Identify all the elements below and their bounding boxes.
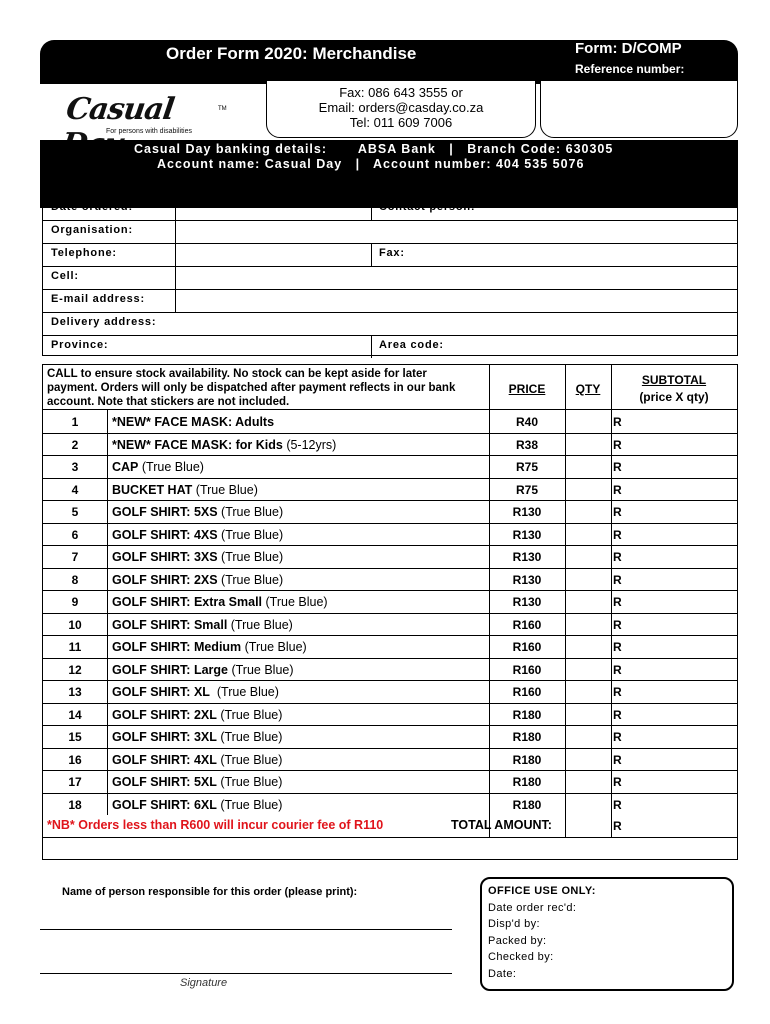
product-description	[112, 595, 328, 609]
row-divider	[43, 590, 737, 591]
product-name: *NEW* FACE MASK: Adults	[112, 415, 275, 429]
subtotal-currency[interactable]: R	[613, 775, 622, 789]
subtotal-currency[interactable]: R	[613, 437, 622, 452]
product-description	[112, 775, 282, 789]
row-divider	[43, 703, 737, 704]
office-dispatched-by: Disp'd by:	[488, 918, 540, 930]
subtotal-currency[interactable]: R	[613, 617, 622, 632]
qty-input[interactable]	[566, 546, 610, 569]
subtotal-currency[interactable]: R	[613, 797, 622, 812]
stock-notice: CALL to ensure stock availability. No stock can be kept aside for later payment. Orders will only be dispatched after payment reflects in our bank account. Note that stickers are not included.	[47, 368, 456, 408]
row-divider	[43, 725, 737, 726]
product-description	[112, 663, 294, 677]
product-variant: (True Blue)	[217, 527, 284, 542]
cell-label: Cell:	[51, 270, 79, 282]
subtotal-currency[interactable]: R	[613, 460, 622, 474]
row-number: 15	[68, 730, 82, 744]
product-description	[112, 798, 282, 812]
product-price: R130	[512, 527, 542, 542]
subtotal-currency[interactable]: R	[613, 505, 622, 519]
product-variant: (True Blue)	[217, 572, 284, 587]
product-variant: (True Blue)	[227, 662, 294, 677]
row-divider	[43, 635, 737, 636]
qty-input[interactable]	[566, 524, 610, 547]
product-variant: (True Blue)	[217, 505, 284, 519]
row-number: 9	[71, 595, 79, 609]
row-divider	[43, 568, 737, 569]
subtotal-currency[interactable]: R	[613, 640, 622, 654]
qty-input[interactable]	[566, 614, 610, 637]
subtotal-currency[interactable]: R	[613, 550, 622, 564]
subtotal-currency[interactable]: R	[613, 730, 622, 744]
banking-line-1: Casual Day banking details: ABSA Bank | Branch Code: 630305	[134, 142, 614, 156]
subtotal-note: (price X qty)	[639, 390, 709, 404]
province-label: Province:	[51, 339, 109, 351]
qty-input[interactable]	[566, 704, 610, 727]
subtotal-header: SUBTOTAL	[641, 373, 707, 387]
row-divider	[43, 658, 737, 659]
row-number: 10	[68, 617, 82, 632]
product-variant: (True Blue)	[209, 685, 279, 699]
signature-caption: Signature	[180, 977, 228, 989]
product-name: GOLF SHIRT: Extra Small	[112, 595, 263, 609]
product-description	[112, 505, 283, 519]
product-name: GOLF SHIRT: 4XS	[112, 527, 218, 542]
row-number: 17	[68, 775, 82, 789]
product-description	[112, 730, 282, 744]
product-name: GOLF SHIRT: 2XS	[112, 572, 218, 587]
subtotal-currency[interactable]: R	[613, 572, 622, 587]
office-packed-by: Packed by:	[488, 934, 547, 947]
product-description	[112, 708, 282, 722]
product-variant: (True Blue)	[216, 797, 283, 812]
fax-label: Fax:	[379, 247, 405, 259]
logo-tagline: For persons with disabilities	[106, 128, 192, 135]
qty-input[interactable]	[566, 591, 610, 614]
product-price: R38	[515, 437, 538, 452]
date-ordered-label: Date ordered:	[51, 201, 133, 213]
product-description	[112, 460, 204, 474]
qty-input[interactable]	[566, 681, 610, 704]
row-number: 18	[68, 797, 82, 812]
product-price: R160	[512, 617, 542, 632]
product-description	[112, 438, 336, 452]
qty-input[interactable]	[566, 501, 610, 524]
courier-fee-note: *NB* Orders less than R600 will incur courier fee of R110	[47, 818, 384, 832]
product-price: R130	[512, 595, 542, 609]
qty-input[interactable]	[566, 726, 610, 749]
logo-wordmark: Casual	[64, 92, 176, 127]
row-email	[43, 289, 737, 313]
product-name: GOLF SHIRT: XL	[112, 685, 210, 699]
product-name: GOLF SHIRT: 3XL	[112, 730, 217, 744]
product-variant: (True Blue)	[262, 595, 328, 609]
product-price: R40	[515, 415, 538, 429]
subtotal-currency[interactable]: R	[613, 752, 622, 767]
qty-input[interactable]	[566, 434, 610, 457]
product-variant: (True Blue)	[192, 482, 258, 497]
product-description	[112, 550, 283, 564]
product-description	[112, 640, 307, 654]
product-variant: (True Blue)	[217, 550, 284, 564]
product-price: R160	[512, 640, 542, 654]
product-description	[112, 753, 282, 767]
order-email: Email: orders@casday.co.za	[318, 100, 484, 115]
subtotal-currency[interactable]: R	[613, 707, 622, 722]
product-name: GOLF SHIRT: Small	[112, 617, 228, 632]
product-variant: (5-12yrs)	[282, 437, 337, 452]
row-telephone-fax	[43, 243, 737, 267]
product-variant: (True Blue)	[216, 775, 283, 789]
qty-input[interactable]	[566, 636, 610, 659]
office-use-title: OFFICE USE ONLY:	[488, 885, 596, 897]
total-amount-label: TOTAL AMOUNT:	[451, 818, 552, 832]
product-price: R130	[512, 550, 542, 564]
product-description	[112, 528, 283, 542]
row-number: 14	[68, 707, 82, 722]
products-table	[42, 364, 738, 860]
name-line[interactable]	[40, 929, 452, 930]
qty-header: QTY	[575, 382, 601, 396]
contact-info-box	[266, 80, 536, 138]
row-number: 12	[68, 662, 82, 677]
product-name: GOLF SHIRT: Large	[112, 662, 228, 677]
product-name: GOLF SHIRT: 5XL	[112, 775, 217, 789]
row-divider	[43, 523, 737, 524]
product-price: R180	[512, 797, 542, 812]
row-divider	[43, 770, 737, 771]
office-date-received: Date order rec'd:	[488, 901, 577, 914]
office-checked-by: Checked by:	[488, 951, 554, 963]
product-price: R160	[512, 662, 542, 677]
product-variant: (True Blue)	[216, 730, 283, 744]
product-name: GOLF SHIRT: Medium	[112, 640, 242, 654]
contact-person-label: Contact person:	[379, 201, 476, 213]
form-title: Order Form 2020: Merchandise	[166, 44, 417, 63]
subtotal-currency[interactable]: R	[613, 482, 622, 497]
row-delivery	[43, 312, 737, 336]
product-variant: (True Blue)	[227, 617, 293, 632]
banking-line-2: Account name: Casual Day | Account number: 404 535 5076	[157, 157, 585, 171]
subtotal-currency[interactable]: R	[613, 685, 622, 699]
product-price: R130	[512, 505, 542, 519]
product-name: *NEW* FACE MASK: for Kids	[112, 437, 283, 452]
row-number: 6	[71, 527, 79, 542]
row-number: 8	[71, 572, 79, 587]
row-divider	[43, 433, 737, 434]
product-price: R75	[515, 460, 538, 474]
product-price: R180	[512, 752, 542, 767]
row-divider	[43, 545, 737, 546]
qty-input[interactable]	[566, 794, 610, 817]
row-cell	[43, 266, 737, 290]
row-date-contact	[43, 197, 737, 221]
telephone-label: Telephone:	[51, 247, 117, 259]
row-number: 16	[68, 752, 82, 767]
row-number: 3	[71, 460, 79, 474]
customer-details	[42, 196, 738, 356]
product-variant: (True Blue)	[216, 752, 283, 767]
email-label: E-mail address:	[51, 293, 145, 305]
qty-input[interactable]	[566, 659, 610, 682]
price-header: PRICE	[508, 382, 546, 396]
product-price: R180	[512, 730, 542, 744]
product-description	[112, 483, 258, 497]
row-province-area	[43, 335, 737, 358]
casual-day-logo	[58, 92, 238, 138]
total-amount-currency[interactable]: R	[613, 819, 622, 833]
row-divider	[43, 455, 737, 456]
office-date: Date:	[488, 967, 517, 980]
row-number: 1	[71, 415, 79, 429]
delivery-address-label: Delivery address:	[51, 316, 157, 328]
product-description	[112, 415, 274, 429]
row-divider	[43, 793, 737, 794]
row-divider	[43, 500, 737, 501]
office-use-box	[480, 877, 734, 991]
row-divider	[43, 680, 737, 681]
product-price: R130	[512, 572, 542, 587]
product-name: BUCKET HAT	[112, 482, 193, 497]
qty-input[interactable]	[566, 749, 610, 772]
product-name: GOLF SHIRT: 5XS	[112, 505, 218, 519]
row-divider	[43, 613, 737, 614]
product-name: GOLF SHIRT: 3XS	[112, 550, 218, 564]
reference-number-field[interactable]	[540, 80, 738, 138]
signature-line[interactable]	[40, 973, 452, 974]
form-code: Form: D/COMP	[575, 40, 682, 57]
subtotal-currency[interactable]: R	[613, 595, 622, 609]
qty-input[interactable]	[566, 411, 610, 434]
row-number: 5	[71, 505, 79, 519]
row-number: 4	[71, 482, 79, 497]
fax-number: Fax: 086 643 3555 or	[339, 85, 463, 100]
row-number: 11	[68, 640, 82, 654]
area-code-label: Area code:	[379, 339, 444, 351]
product-name: GOLF SHIRT: 4XL	[112, 752, 217, 767]
product-name: GOLF SHIRT: 6XL	[112, 797, 217, 812]
row-divider	[43, 478, 737, 479]
row-organisation	[43, 220, 737, 244]
product-variant: (True Blue)	[216, 707, 283, 722]
row-number: 2	[71, 437, 79, 452]
qty-input[interactable]	[566, 569, 610, 592]
reference-number-label: Reference number:	[575, 62, 685, 76]
product-description	[112, 685, 279, 699]
product-variant: (True Blue)	[241, 640, 307, 654]
subtotal-currency[interactable]: R	[613, 527, 622, 542]
product-description	[112, 618, 293, 632]
product-description	[112, 573, 283, 587]
subtotal-currency[interactable]: R	[613, 415, 622, 429]
qty-input[interactable]	[566, 771, 610, 794]
responsible-person-label: Name of person responsible for this order (please print):	[62, 886, 358, 898]
product-variant: (True Blue)	[138, 460, 204, 474]
product-name: CAP	[112, 460, 139, 474]
product-name: GOLF SHIRT: 2XL	[112, 707, 217, 722]
telephone-number: Tel: 011 609 7006	[349, 115, 453, 130]
product-price: R180	[512, 775, 542, 789]
product-price: R160	[512, 685, 542, 699]
organisation-label: Organisation:	[51, 224, 133, 236]
logo-trademark: TM	[218, 106, 227, 112]
row-number: 13	[68, 685, 82, 699]
row-divider	[43, 748, 737, 749]
product-price: R180	[512, 707, 542, 722]
subtotal-currency[interactable]: R	[613, 662, 622, 677]
product-price: R75	[515, 482, 538, 497]
row-number: 7	[71, 550, 79, 564]
qty-input[interactable]	[566, 456, 610, 479]
qty-input[interactable]	[566, 479, 610, 502]
form-header	[40, 40, 738, 208]
